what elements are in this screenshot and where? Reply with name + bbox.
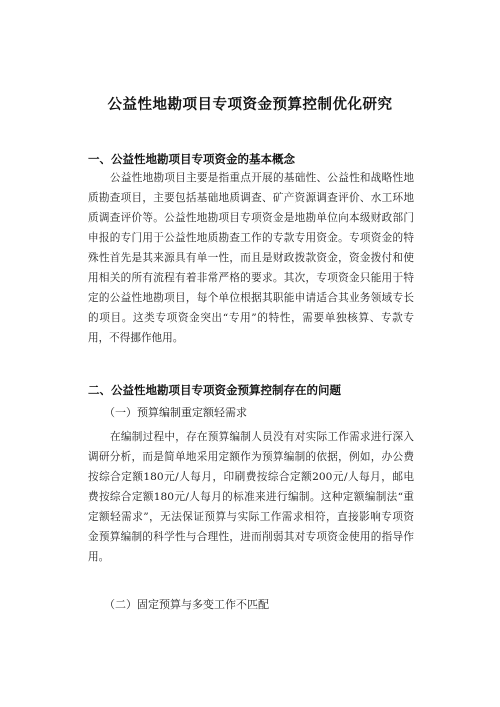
section-1-heading: 一、公益性地勘项目专项资金的基本概念 [88,152,295,166]
subsection-2-heading: （二）固定预算与多变工作不匹配 [104,598,269,611]
subsection-1-paragraph [88,427,414,567]
paragraph-line: 用。 [88,551,110,563]
paragraph-line: 公益性地勘项目主要是指重点开展的基础性、公益性和战略性地 [110,172,414,184]
section-2-heading: 二、公益性地勘项目专项资金预算控制存在的问题 [88,383,341,397]
paragraph-line: 调研分析，而是简单地采用定额作为预算编制的依据，例如，办公费 [88,451,414,463]
paragraph-line: 质调查评价等。公益性地勘项目专项资金是地勘单位向本级财政部门 [88,212,414,224]
paragraph-line: 按综合定额180元/人每月，印刷费按综合定额200元/人每月，邮电 [88,471,414,483]
paragraph-line: 质勘查项目，主要包括基础地质调查、矿产资源调查评价、水工环地 [88,192,414,204]
paragraph-line: 金预算编制的科学性与合理性，进而削弱其对专项资金使用的指导作 [88,531,414,543]
paragraph-line: 的项目。这类专项资金突出“专用”的特性，需要单独核算、专款专 [88,312,414,324]
paragraph-line: 费按综合定额180元/人每月的标准来进行编制。这种定额编制法“重 [88,491,414,503]
document-title: 公益性地勘项目专项资金预算控制优化研究 [107,97,393,113]
paragraph-line: 定的公益性地勘项目，每个单位根据其职能申请适合其业务领域专长 [88,292,414,304]
paragraph-line: 在编制过程中，存在预算编制人员没有对实际工作需求进行深入 [110,431,414,443]
paragraph-line: 定额轻需求”，无法保证预算与实际工作需求相符，直接影响专项资 [88,511,414,523]
paragraph-line: 申报的专门用于公益性地质勘查工作的专款专用资金。专项资金的特 [88,232,414,244]
subsection-1-heading: （一）预算编制重定额轻需求 [104,406,247,419]
paragraph-line: 殊性首先是其来源具有单一性，而且是财政拨款资金，资金拨付和使 [88,252,414,264]
paragraph-line: 用，不得挪作他用。 [88,332,184,344]
paragraph-line: 用相关的所有流程有着非常严格的要求。其次，专项资金只能用于特 [88,272,414,284]
section-1-paragraph [88,168,414,348]
